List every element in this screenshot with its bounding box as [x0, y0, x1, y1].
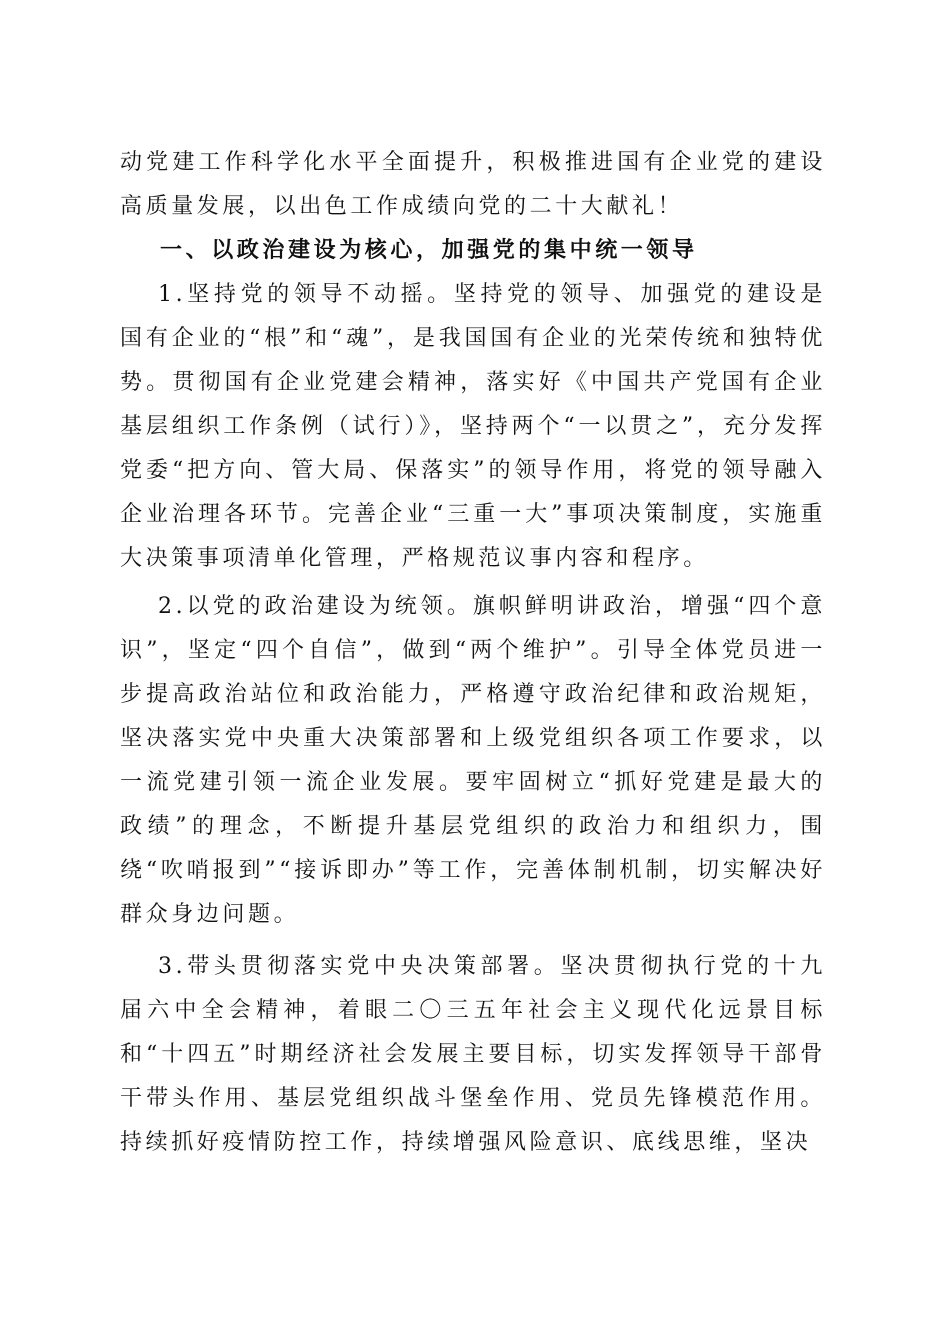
section-heading: 一、以政治建设为核心，加强党的集中统一领导	[160, 238, 698, 263]
item-paragraph-2: 2.以党的政治建设为统领。旗帜鲜明讲政治，增强“四个意识”，坚定“四个自信”，做到“两个维护”。引导全体党员进一步提高政治站位和政治能力，严格遵守政治纪律和政治规矩，坚决落实党中央重大决策部署和上级党组织各项工作要求，以一流党建引领一流企业发展。要牢固树立“抓好党建是最大的政绩”的理念，不断提升基层党组织的政治力和组织力，围绕“吹哨报到”“接诉即办”等工作，完善体制机制，切实解决好群众身边问题。	[120, 594, 826, 927]
document-page	[120, 141, 826, 1165]
intro-paragraph: 动党建工作科学化水平全面提升，积极推进国有企业党的建设高质量发展，以出色工作成绩向党的二十大献礼！	[120, 150, 826, 219]
item-paragraph-1: 1.坚持党的领导不动摇。坚持党的领导、加强党的建设是国有企业的“根”和“魂”，是我国国有企业的光荣传统和独特优势。贯彻国有企业党建会精神，落实好《中国共产党国有企业基层组织工作条例（试行）》，坚持两个“一以贯之”，充分发挥党委“把方向、管大局、保落实”的领导作用，将党的领导融入企业治理各环节。完善企业“三重一大”事项决策制度，实施重大决策事项清单化管理，严格规范议事内容和程序。	[120, 282, 826, 571]
item-paragraph-3: 3.带头贯彻落实党中央决策部署。坚决贯彻执行党的十九届六中全会精神，着眼二〇三五年社会主义现代化远景目标和“十四五”时期经济社会发展主要目标，切实发挥领导干部骨干带头作用、基层党组织战斗堡垒作用、党员先锋模范作用。持续抓好疫情防控工作，持续增强风险意识、底线思维，坚决	[120, 954, 826, 1155]
